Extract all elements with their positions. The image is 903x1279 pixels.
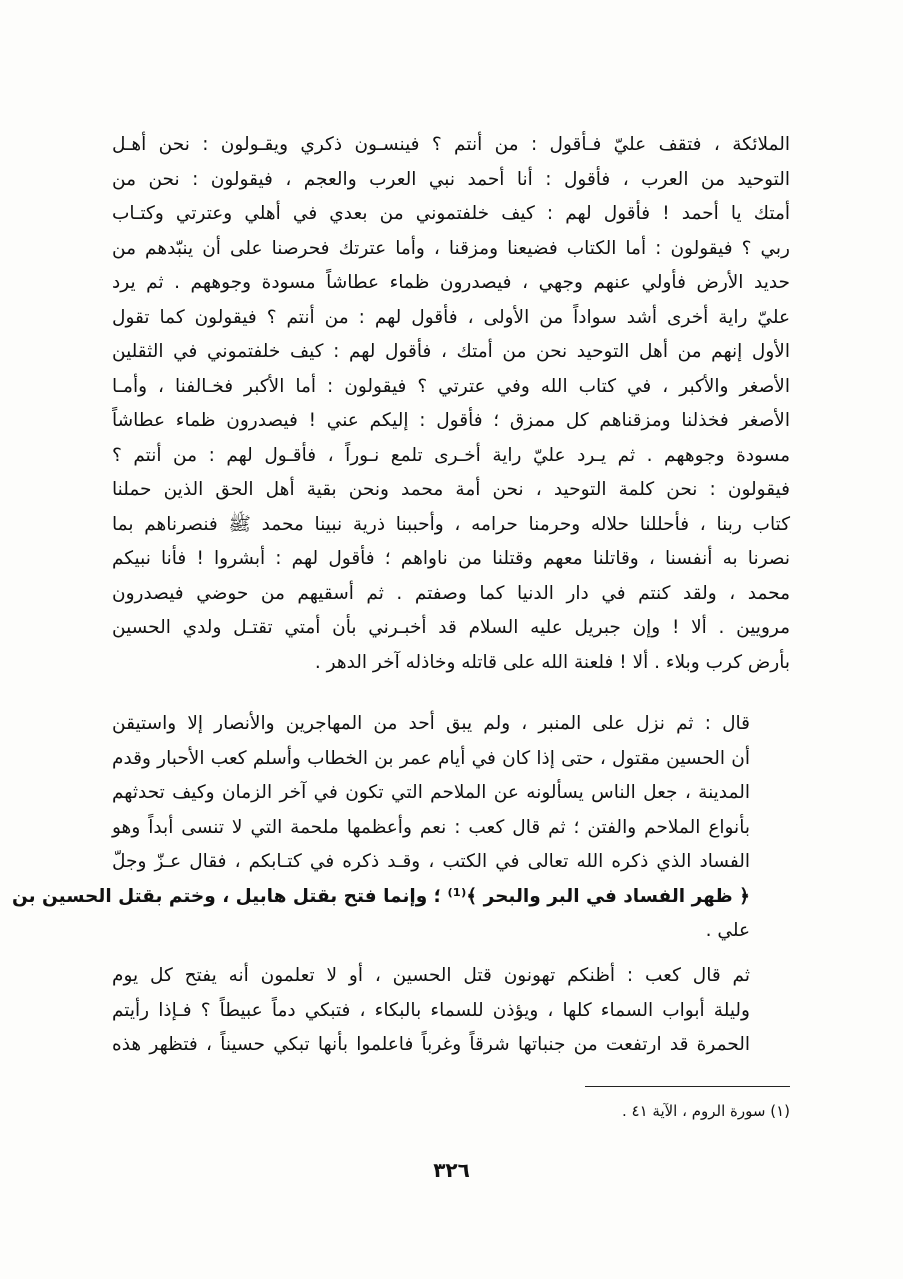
text-line: وليلة أبواب السماء كلها ، ويؤذن للسماء بالبكاء ، فتبكي دماً عبيطاً ؟ فـإذا رأيتم (112, 999, 750, 1021)
footnote: (١) سورة الروم ، الآية ٤١ . (621, 1102, 790, 1120)
text-line: مرويين . ألا ! وإن جبريل عليه السلام قد أخبـرني بأن أمتي تقتـل ولدي الحسين (112, 617, 790, 638)
text-line: نصرنا به أنفسنا ، وقاتلنا معهم وقتلنا من ناواهم ؛ فأقول لهم : أبشروا ! فأنا نبيكم (112, 548, 790, 569)
paragraph-2 (11, 707, 790, 949)
text-line: حديد الأرض فأولي عنهم وجهي ، فيصدرون ظماء عطاشاً مسودة وجوههم . ثم يرد (112, 272, 790, 293)
text-line: فيقولون : نحن كلمة التوحيد ، نحن أمة محمد ونحن بقية أهل الحق الذين حملنا (112, 479, 790, 500)
paragraph-1 (112, 128, 790, 680)
text-line: الأصغر فخذلنا ومزقناهم كل ممزق ؛ فأقول : إليكم عني ! فيصدرون ظماء عطاشاً (112, 410, 790, 431)
footnote-divider (585, 1086, 790, 1087)
text-line: التوحيد من العرب ، فأقول : أنا أحمد نبي العرب والعجم ، فيقولون : نحن من (112, 168, 790, 190)
text-line: أن الحسين مقتول ، حتى إذا كان في أيام عمر بن الخطاب وأسلم كعب الأحبار وقدم (112, 747, 750, 769)
text-line: بأنواع الملاحم والفتن ؛ ثم قال كعب : نعم وأعظمها ملحمة التي لا تنسى أبداً وهو (112, 816, 750, 838)
paragraph-3 (112, 959, 790, 1063)
text-line: قال : ثم نزل على المنبر ، ولم يبق أحد من المهاجرين والأنصار إلا واستيقن (112, 713, 750, 734)
page-number: ٣٢٦ (433, 1158, 470, 1182)
text-line: ﴿ ظهر الفساد في البر والبحر ﴾⁽¹⁾ ؛ وإنما فتح بقتل هابيل ، وختم بقتل الحسين بن (11, 885, 750, 907)
text-line: الأول إنهم من أهل التوحيد نحن من أمتك ، فأقول لهم : كيف خلفتموني في الثقلين (112, 341, 790, 362)
text-line: مسودة وجوههم . ثم يـرد عليّ راية أخـرى تلمع نـوراً ، فأقـول لهم : من أنتم ؟ (112, 444, 790, 466)
text-line: كتاب ربنا ، فأحللنا حلاله وحرمنا حرامه ، وأحببنا ذرية نبينا محمد ﷺ فنصرناهم بما (112, 513, 790, 535)
text-line: أمتك يا أحمد ! فأقول لهم : كيف خلفتموني من بعدي في أهلي وعترتي وكتـاب (112, 203, 790, 224)
text-line: المدينة ، جعل الناس يسألونه عن الملاحم التي تكون في آخر الزمان وكيف تحدثهم (112, 782, 750, 803)
text-line: الحمرة قد ارتفعت من جنباتها شرقاً وغرباً فاعلموا بأنها تبكي حسيناً ، فتظهر هذه (112, 1034, 750, 1055)
text-line: الأصغر والأكبر ، في كتاب الله وفي عترتي ؟ فيقولون : أما الأكبر فخـالفنا ، وأمـا (112, 375, 790, 397)
text-line: بأرض كرب وبلاء . ألا ! فلعنة الله على قاتله وخاذله آخر الدهر . (314, 651, 790, 673)
text-line: الفساد الذي ذكره الله تعالى في الكتب ، وقـد ذكره في كتـابكم ، فقال عـزّ وجلّ (112, 851, 750, 872)
text-line: عليّ راية أخرى أشد سواداً من الأولى ، فأقول لهم : من أنتم ؟ فيقولون كما تقول (112, 306, 790, 328)
text-line: علي . (705, 920, 750, 941)
text-line: الملائكة ، فتقف عليّ فـأقول : من أنتم ؟ فينسـون ذكري ويقـولون : نحن أهـل (112, 134, 790, 155)
text-line: محمد ، ولقد كنتم في دار الدنيا كما وصفتم . ثم أسقيهم من حوضي فيصدرون (112, 582, 790, 604)
text-line: ثم قال كعب : أظنكم تهونون قتل الحسين ، أو لا تعلمون أنه يفتح كل يوم (112, 965, 750, 986)
text-line: ربي ؟ فيقولون : أما الكتاب فضيعنا ومزقنا ، وأما عترتك فحرصنا على أن ينبّدهم من (112, 237, 790, 259)
